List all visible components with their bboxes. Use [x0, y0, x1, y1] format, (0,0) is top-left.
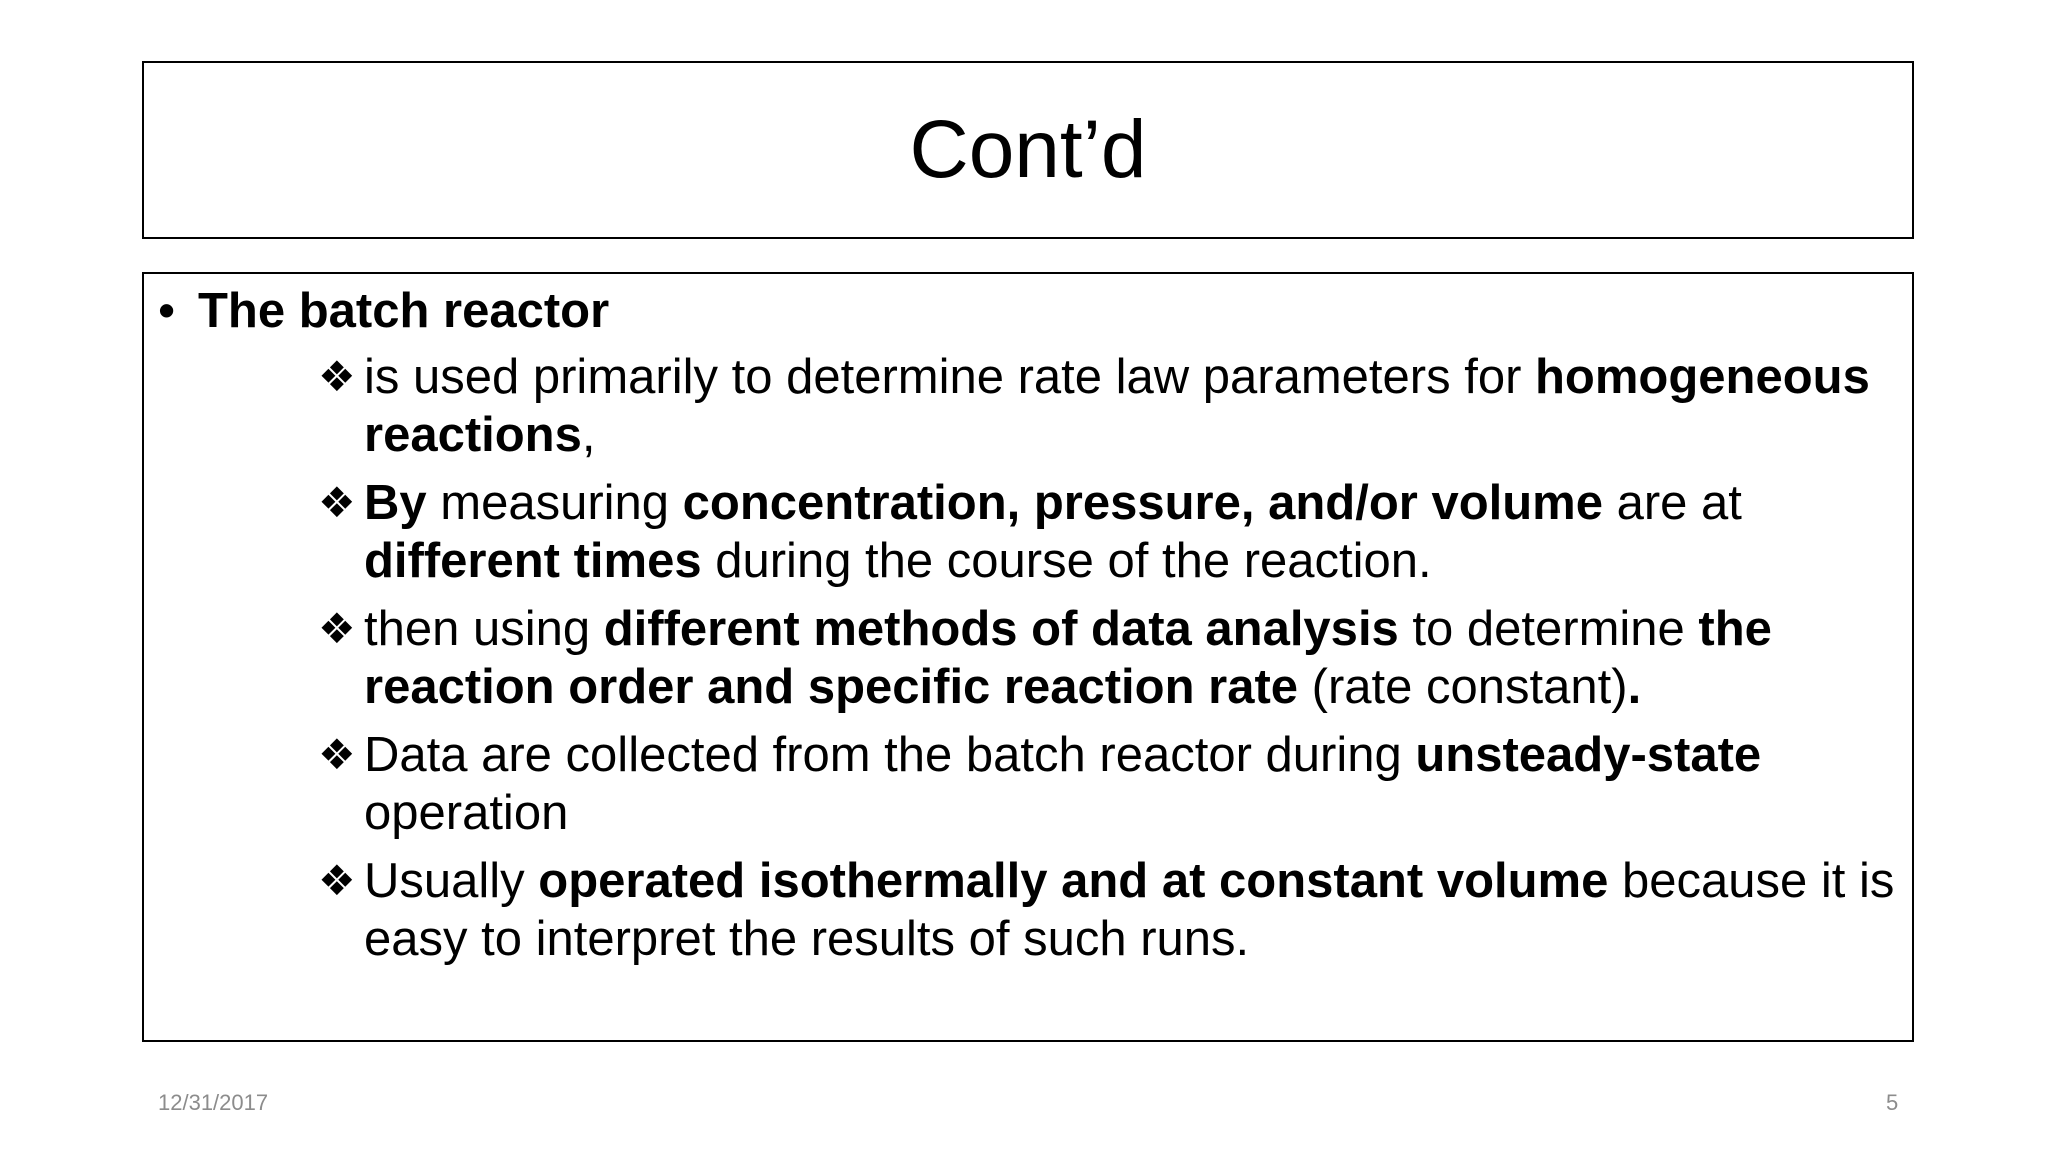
text-run: Usually	[364, 854, 539, 908]
title-box	[142, 61, 1914, 239]
bullet-dot-icon: •	[158, 284, 176, 338]
bold-text-run: different times	[364, 534, 702, 588]
bold-text-run: concentration, pressure, and/or volume	[682, 476, 1603, 530]
sub-bullet-item	[318, 348, 1898, 464]
bold-text-run: .	[1627, 660, 1642, 714]
sub-bullet-item	[318, 852, 1898, 968]
text-run: Data are collected from the batch reactor during	[364, 728, 1416, 782]
bold-text-run: different methods of data analysis	[603, 602, 1399, 656]
text-run: to determine	[1398, 602, 1699, 656]
text-run: (rate constant)	[1298, 660, 1628, 714]
sub-bullet-item	[318, 726, 1898, 842]
text-run: measuring	[426, 476, 683, 530]
text-run: operation	[364, 786, 569, 840]
diamond-bullet-icon: ❖	[318, 856, 356, 905]
sub-bullet-item	[318, 600, 1898, 716]
sub-bullet-item	[318, 474, 1898, 590]
text-run: because it is easy to interpret the results of such runs.	[364, 854, 1895, 966]
bold-text-run: By	[364, 476, 427, 530]
bold-text-run: homogeneous reactions	[364, 350, 1870, 462]
diamond-bullet-icon: ❖	[318, 604, 356, 653]
text-run: is used primarily to determine rate law parameters for	[364, 350, 1535, 404]
main-bullet	[158, 282, 609, 340]
text-run: ,	[581, 408, 596, 462]
slide-title: Cont’d	[909, 104, 1147, 195]
content-box	[142, 272, 1914, 1042]
bold-text-run: the reaction order and specific reaction rate	[364, 602, 1772, 714]
footer-date: 12/31/2017	[158, 1090, 269, 1115]
bold-text-run: unsteady-state	[1415, 728, 1762, 782]
main-bullet-text: The batch reactor	[198, 284, 610, 338]
diamond-bullet-icon: ❖	[318, 352, 356, 401]
footer-page-number: 5	[1886, 1090, 1899, 1115]
text-run: then using	[364, 602, 604, 656]
diamond-bullet-icon: ❖	[318, 730, 356, 779]
bold-text-run: operated isothermally and at constant volume	[538, 854, 1609, 908]
diamond-bullet-icon: ❖	[318, 478, 356, 527]
sub-bullet-list	[318, 348, 1898, 978]
text-run: are at	[1603, 476, 1742, 530]
text-run: during the course of the reaction.	[701, 534, 1432, 588]
